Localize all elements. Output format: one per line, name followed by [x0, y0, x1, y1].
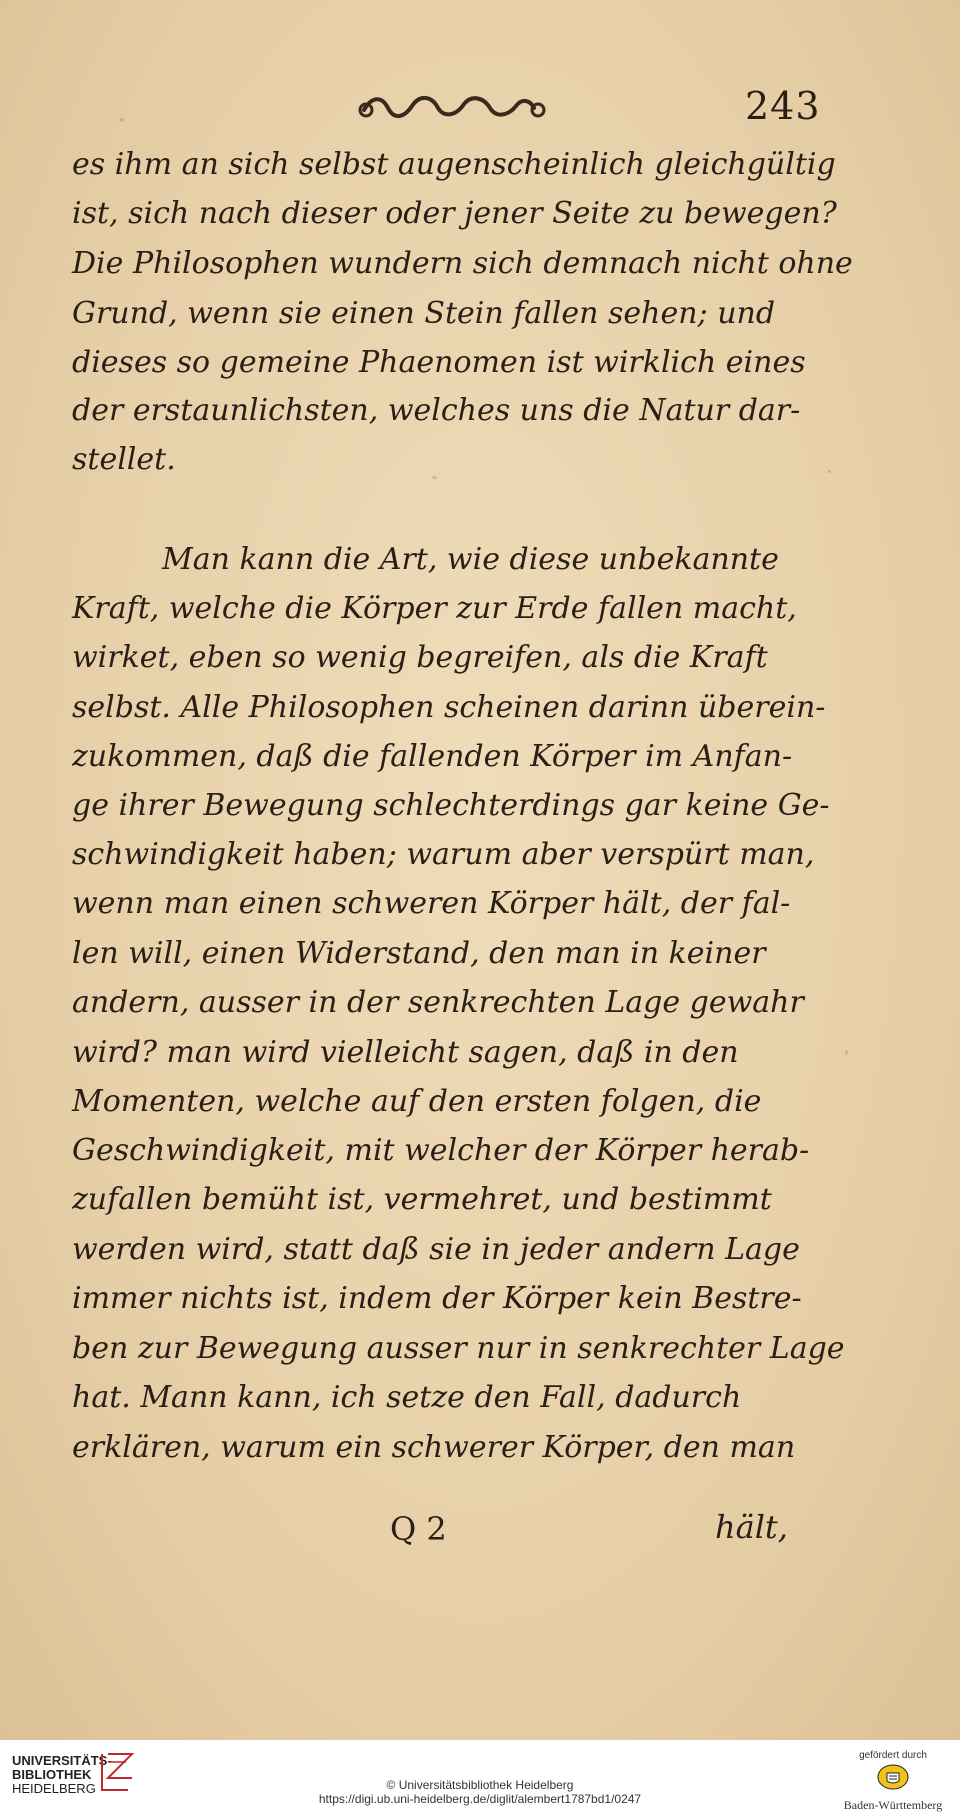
signature-mark: Q 2: [390, 1510, 447, 1548]
text-line: Momenten, welche auf den ersten folgen, die: [72, 1084, 762, 1119]
text-line: dieses so gemeine Phaenomen ist wirklich eines: [72, 345, 806, 380]
funded-by-text: gefördert durch: [859, 1750, 927, 1761]
text-line: Kraft, welche die Körper zur Erde fallen macht,: [72, 591, 797, 626]
library-logo-text: [12, 1754, 112, 1796]
text-line: wenn man einen schweren Körper hält, der fal-: [72, 886, 791, 921]
text-line: ge ihrer Bewegung schlechterdings gar keine Ge-: [72, 788, 830, 823]
footer-bar: [0, 1740, 960, 1812]
text-line: immer nichts ist, indem der Körper kein Bestre-: [72, 1281, 802, 1316]
library-name-line2: BIBLIOTHEK: [12, 1767, 92, 1782]
text-line: wird? man wird vielleicht sagen, daß in den: [72, 1035, 739, 1070]
text-line: werden wird, statt daß sie in jeder andern Lage: [72, 1232, 800, 1267]
text-line: Geschwindigkeit, mit welcher der Körper herab-: [72, 1133, 810, 1168]
text-line: hat. Mann kann, ich setze den Fall, dadurch: [72, 1380, 742, 1415]
text-line: der erstaunlichsten, welches uns die Natur dar-: [72, 393, 801, 428]
funder-name: Baden-Württemberg: [843, 1798, 943, 1812]
catchword: hält,: [715, 1508, 788, 1546]
paper-speck: [828, 470, 831, 473]
text-line: schwindigkeit haben; warum aber verspürt man,: [72, 837, 815, 872]
library-logo-icon: [98, 1748, 136, 1796]
text-line: andern, ausser in der senkrechten Lage gewahr: [72, 985, 804, 1020]
text-line: ist, sich nach dieser oder jener Seite zu bewegen?: [72, 196, 837, 231]
page-number: 243: [745, 84, 821, 128]
header-ornament: [358, 88, 548, 126]
text-line: erklären, warum ein schwerer Körper, den man: [72, 1430, 796, 1465]
text-line: zukommen, daß die fallenden Körper im Anfan-: [72, 739, 793, 774]
source-url[interactable]: https://digi.ub.uni-heidelberg.de/diglit/alembert1787bd1/0247: [318, 1792, 642, 1806]
text-line: wirket, eben so wenig begreifen, als die Kraft: [72, 640, 768, 675]
text-line: selbst. Alle Philosophen scheinen darinn überein-: [72, 690, 826, 725]
funder-logo: [838, 1750, 948, 1813]
text-line: Grund, wenn sie einen Stein fallen sehen; und: [72, 296, 776, 331]
coat-of-arms-icon: [876, 1763, 910, 1791]
text-line: Die Philosophen wundern sich demnach nicht ohne: [72, 246, 853, 281]
library-name-line3: HEIDELBERG: [12, 1781, 96, 1796]
text-line: ben zur Bewegung ausser nur in senkrechter Lage: [72, 1331, 845, 1366]
copyright-block: [300, 1778, 660, 1806]
paper-speck: [432, 476, 437, 479]
paper-speck: [120, 118, 124, 122]
text-line: es ihm an sich selbst augenscheinlich gleichgültig: [72, 147, 836, 182]
text-line: len will, einen Widerstand, den man in keiner: [72, 936, 766, 971]
text-line: stellet.: [72, 442, 176, 477]
text-line: zufallen bemüht ist, vermehret, und bestimmt: [72, 1182, 772, 1217]
copyright-text: © Universitätsbibliothek Heidelberg: [386, 1778, 574, 1792]
library-name-line1: UNIVERSITÄTS-: [12, 1753, 112, 1768]
text-line: Man kann die Art, wie diese unbekannte: [162, 542, 779, 577]
paper-speck: [845, 1050, 848, 1055]
